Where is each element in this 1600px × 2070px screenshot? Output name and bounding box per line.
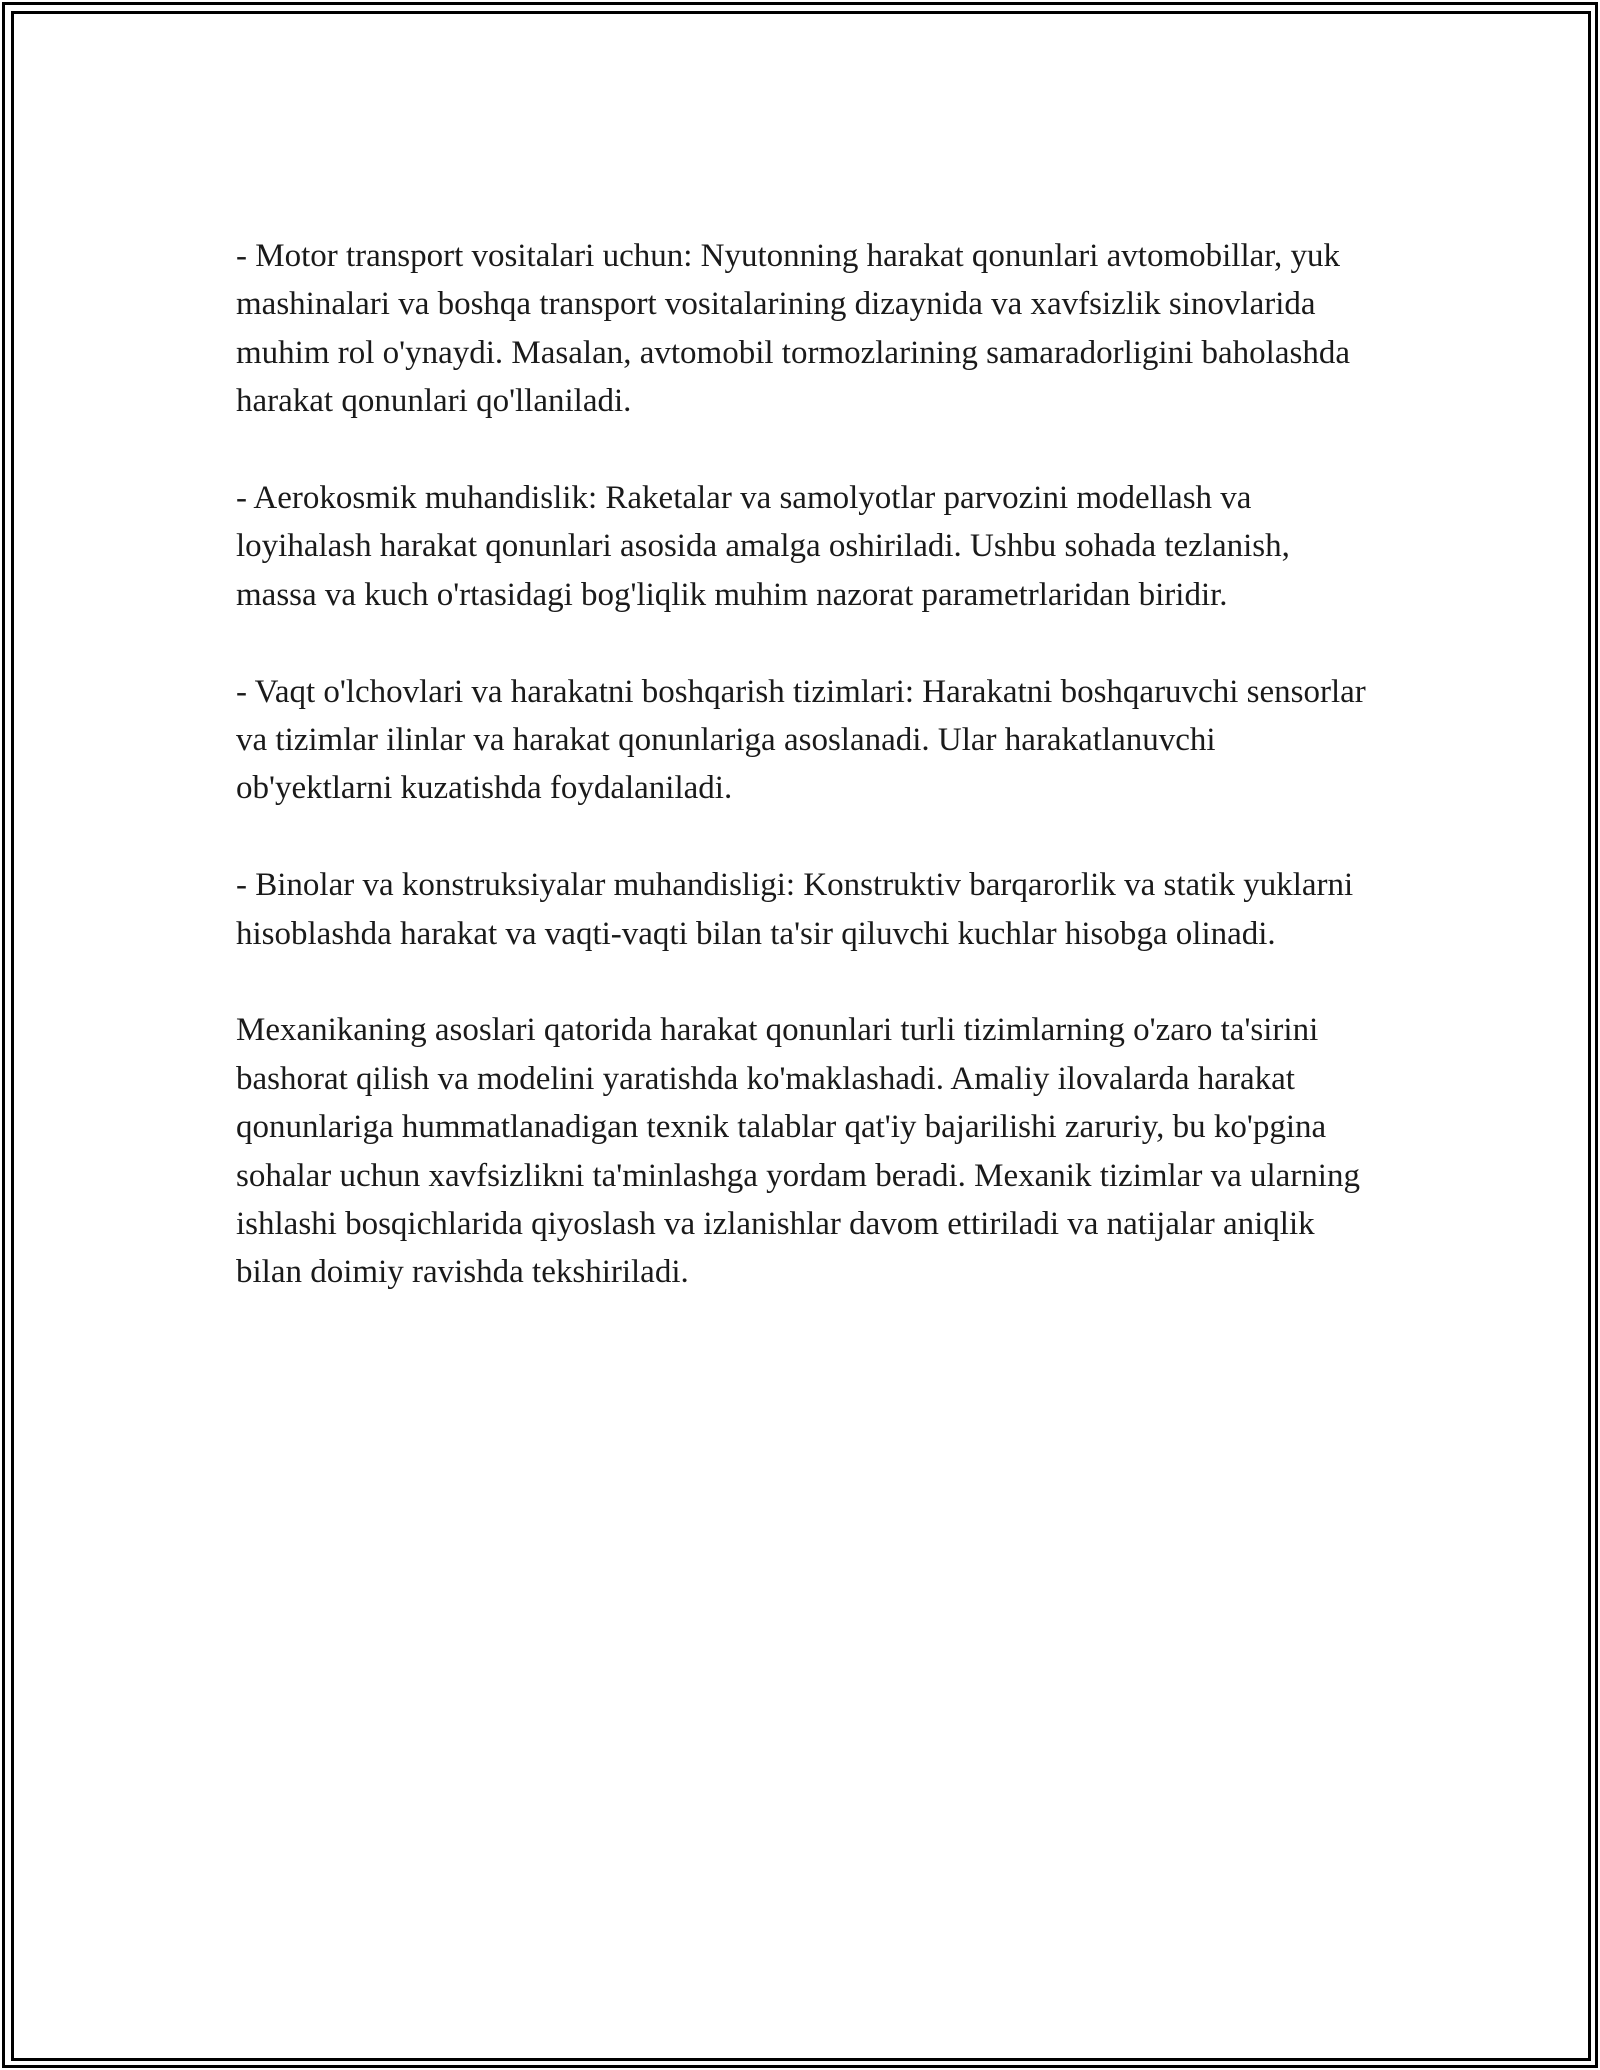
paragraph-construction: - Binolar va konstruksiyalar muhandisligi: Konstruktiv barqarorlik va statik yuklarni hisoblashda harakat va vaqti-vaqti bilan ta'sir qiluvchi kuchlar hisobga olinadi. (236, 867, 1354, 952)
paragraph-conclusion: Mexanikaning asoslari qatorida harakat qonunlari turli tizimlarning o'zaro ta'sirini bashorat qilish va modelini yaratishda ko'maklashadi. Amaliy ilovalarda harakat qonunlariga hummatlanadigan texnik talablar qat'iy bajarilishi zaruriy, bu ko'pgina sohalar uchun xavfsizlikni ta'minlashga yordam beradi. Mexanik tizimlar va ularning ishlashi bosqichlarida qiyoslash va izlanishlar davom ettiriladi va natijalar aniqlik bilan doimiy ravishda tekshiriladi. (236, 1012, 1360, 1291)
document-body (236, 232, 1376, 1345)
paragraph-motion-control: - Vaqt o'lchovlari va harakatni boshqarish tizimlari: Harakatni boshqaruvchi sensorlar va tizimlar ilinlar va harakat qonunlariga asoslanadi. Ular harakatlanuvchi ob'yektlarni kuzatishda foydalaniladi. (236, 673, 1366, 807)
paragraph-aerospace: - Aerokosmik muhandislik: Raketalar va samolyotlar parvozini modellash va loyihalash harakat qonunlari asosida amalga oshiriladi. Ushbu sohada tezlanish, massa va kuch o'rtasidagi bog'liqlik muhim nazorat parametrlaridan biridir. (236, 480, 1290, 613)
paragraph-motor-transport: - Motor transport vositalari uchun: Nyutonning harakat qonunlari avtomobillar, yuk mashinalari va boshqa transport vositalarining dizaynida va xavfsizlik sinovlarida muhim rol o'ynaydi. Masalan, avtomobil tormozlarining samaradorligini baholashda harakat qonunlari qo'llaniladi. (236, 238, 1350, 420)
